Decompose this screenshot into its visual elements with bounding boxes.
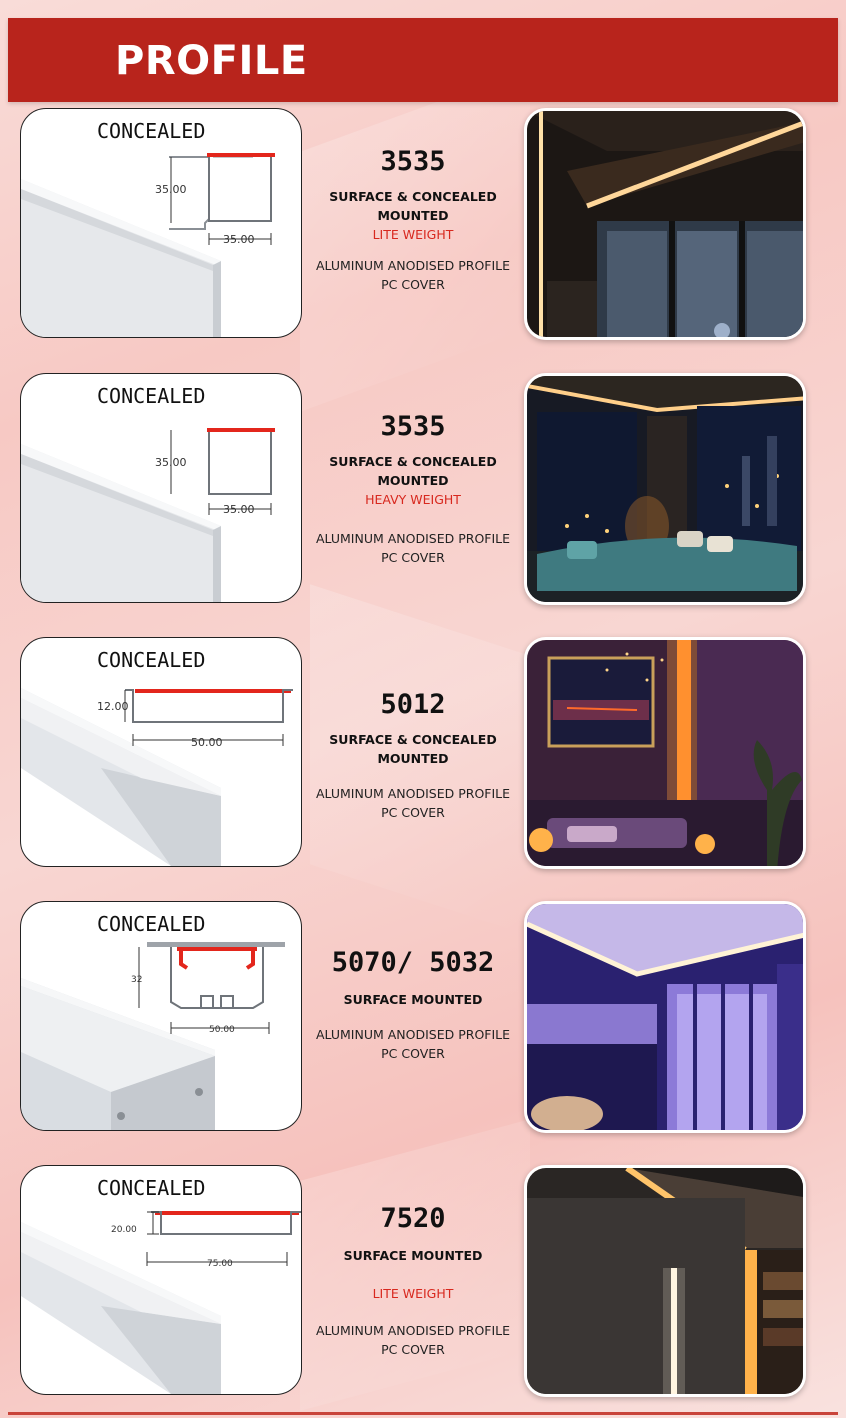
weight-class: LITE WEIGHT xyxy=(372,227,454,242)
height-dimension: 12.00 xyxy=(97,700,129,713)
material: ALUMINUM ANODISED PROFILE xyxy=(315,258,511,273)
model-number: 3535 xyxy=(380,146,446,177)
material: ALUMINUM ANODISED PROFILE xyxy=(315,531,511,546)
profile-type-label: CONCEALED xyxy=(97,119,206,143)
profile-drawing xyxy=(21,374,302,603)
width-dimension: 75.00 xyxy=(207,1259,233,1269)
product-row xyxy=(0,901,846,1133)
model-number: 3535 xyxy=(380,411,446,442)
mounting-type-cont: MOUNTED xyxy=(377,208,449,223)
application-photo xyxy=(524,108,806,340)
product-description xyxy=(302,947,524,1063)
profile-drawing-card xyxy=(20,373,302,603)
application-photo xyxy=(524,373,806,605)
cover-type: PC COVER xyxy=(381,277,445,292)
width-dimension: 50.00 xyxy=(191,736,223,749)
mounting-type: SURFACE MOUNTED xyxy=(343,992,483,1007)
profile-type-label: CONCEALED xyxy=(97,912,206,936)
application-photo xyxy=(524,901,806,1133)
height-dimension: 35.00 xyxy=(155,456,187,469)
page-title: PROFILE xyxy=(115,38,308,84)
model-number: 5070/ 5032 xyxy=(331,947,495,978)
product-description xyxy=(302,689,524,822)
height-dimension: 35.00 xyxy=(155,183,187,196)
page-header xyxy=(8,18,838,102)
product-description xyxy=(302,146,524,294)
width-dimension: 35.00 xyxy=(223,503,255,516)
mounting-type: SURFACE MOUNTED xyxy=(343,1248,483,1263)
product-row xyxy=(0,373,846,605)
cover-type: PC COVER xyxy=(381,1046,445,1061)
mounting-type: SURFACE & CONCEALED xyxy=(329,732,497,747)
product-row xyxy=(0,1165,846,1397)
product-row xyxy=(0,637,846,869)
height-dimension: 32 xyxy=(131,975,143,985)
profile-type-label: CONCEALED xyxy=(97,648,206,672)
profile-type-label: CONCEALED xyxy=(97,1176,206,1200)
mounting-type: SURFACE & CONCEALED xyxy=(329,189,497,204)
profile-type-label: CONCEALED xyxy=(97,384,206,408)
footer-divider xyxy=(8,1412,838,1415)
material: ALUMINUM ANODISED PROFILE xyxy=(315,1323,511,1338)
model-number: 5012 xyxy=(380,689,446,720)
mounting-type-cont: MOUNTED xyxy=(377,473,449,488)
cover-type: PC COVER xyxy=(381,1342,445,1357)
profile-drawing xyxy=(21,1166,302,1395)
cover-type: PC COVER xyxy=(381,805,445,820)
mounting-type-cont: MOUNTED xyxy=(377,751,449,766)
width-dimension: 35.00 xyxy=(223,233,255,246)
material: ALUMINUM ANODISED PROFILE xyxy=(315,1027,511,1042)
model-number: 7520 xyxy=(380,1203,446,1234)
profile-drawing-card xyxy=(20,1165,302,1395)
application-photo xyxy=(524,637,806,869)
mounting-type: SURFACE & CONCEALED xyxy=(329,454,497,469)
product-description xyxy=(302,411,524,567)
material: ALUMINUM ANODISED PROFILE xyxy=(315,786,511,801)
profile-drawing xyxy=(21,902,302,1131)
height-dimension: 20.00 xyxy=(111,1225,137,1235)
weight-class: LITE WEIGHT xyxy=(372,1286,454,1301)
product-description xyxy=(302,1203,524,1359)
cover-type: PC COVER xyxy=(381,550,445,565)
profile-drawing-card xyxy=(20,108,302,338)
application-photo xyxy=(524,1165,806,1397)
profile-drawing-card xyxy=(20,901,302,1131)
profile-drawing xyxy=(21,109,302,338)
weight-class: HEAVY WEIGHT xyxy=(365,492,461,507)
width-dimension: 50.00 xyxy=(209,1025,235,1035)
product-row xyxy=(0,108,846,340)
profile-drawing-card xyxy=(20,637,302,867)
profile-drawing xyxy=(21,638,302,867)
